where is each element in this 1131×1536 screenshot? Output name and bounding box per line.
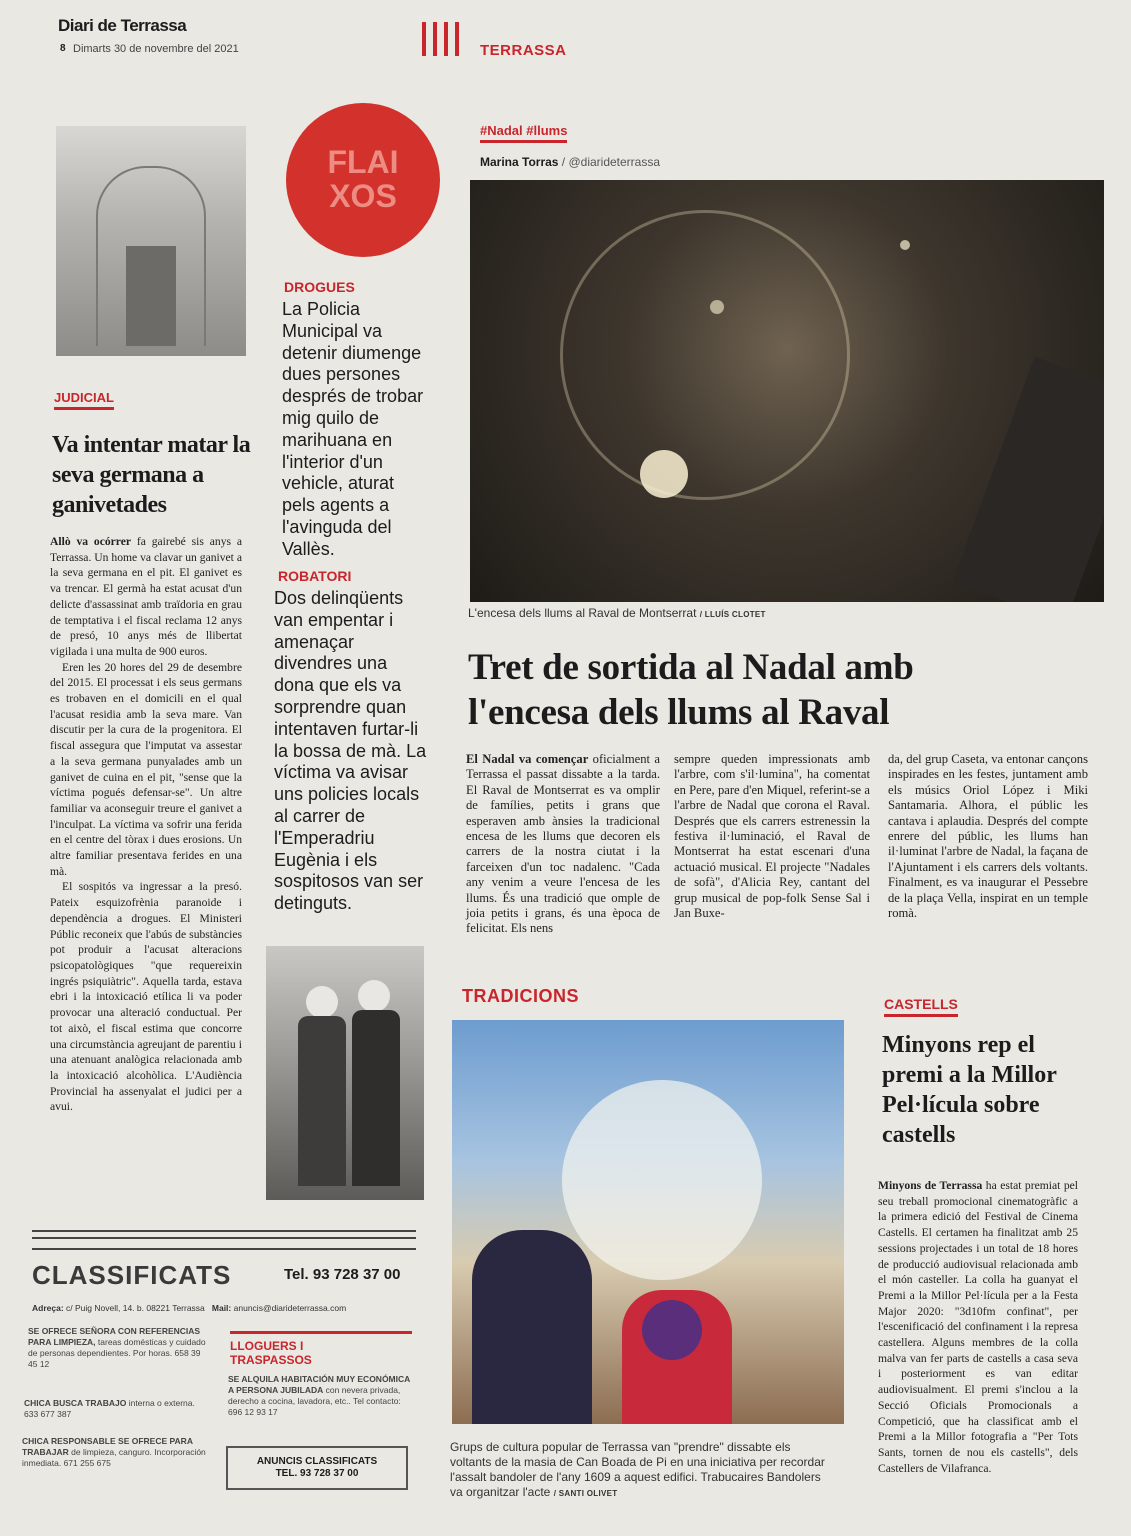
trabucaires-photo [452, 1020, 844, 1424]
rentals-rule [230, 1331, 412, 1334]
judicial-headline: Va intentar matar la seva germana a ganivetades [52, 432, 251, 518]
tradicions-caption: Grups de cultura popular de Terrassa van "prendre" dissabte els voltants de la masia de Can Boada de Pi en una iniciativa per recordar l'assalt bandoler de l'any 1609 a aquest edifici. Trabucaires Bandolers va organitzar l'acte / SANTI OLIVET [450, 1440, 825, 1499]
building-photo [56, 126, 246, 356]
nadal-byline: Marina Torras / @diarideterrassa [480, 155, 661, 169]
classified-ad-4: SE ALQUILA HABITACIÓN MUY ECONÓMICA A PERSONA JUBILADA con nevera privada, derecho a cocina, lavadora, etc.. Tel contacto: 696 12 93 17 [228, 1374, 410, 1417]
flash-text-robatori: Dos delinqüents van empentar i amenaçar divendres una dona que els va sorprendre quan intentaven furtar-li la bossa de mà. La víctima va avisar uns policies locals al carrer de l'Emperadriu Eugènia i els sospitosos van ser detinguts. [274, 588, 427, 914]
classified-contact-box: ANUNCIS CLASSIFICATS TEL. 93 728 37 00 [226, 1446, 408, 1490]
section-label: TERRASSA [480, 42, 567, 59]
castells-body: Minyons de Terrassa ha estat premiat pel seu treball promocional cinematogràfic a la primera edició del Festival de Cinema Castells. El certamen ha finalitzat amb 25 sessions projectades i un total de 18 hores de producció audiovisual relacionada amb el món casteller. La colla ha guanyat el Premi a la Millor Pel·lícula per a la Festa Major 2020: "3d10fm confinat", per l'escenificació del confinament i la represa castellera. Alguns membres de la colla malva van fer parts de castells a casa seva i posteriorment es van editar audiovisualment. El premi s'inclou a la Secció Oficials Promocionals a Competició, que ha classificat amb el Premi a la Millor fotografia a "Per Tots Sants, tornen de nou els castells", dels Castellers de Vilafranca. [878, 1179, 1078, 1475]
section-bars-icon [422, 22, 462, 56]
castells-tag: CASTELLS [884, 996, 958, 1017]
classificats-title: CLASSIFICATS [32, 1260, 232, 1290]
christmas-tree-photo [470, 180, 1104, 602]
flash-tag-robatori: ROBATORI [278, 568, 352, 584]
police-photo [266, 946, 424, 1200]
nadal-column-1: El Nadal va començar oficialment a Terrassa el passat dissabte a la tarda. El Raval de Montserrat es va omplir de famílies, petits i grans que esperaven amb ànsies la tradicional encesa de les llums que decoren els carrers de la nostra ciutat i la farceixen d'un toc nadalenc. "Cada any venim a veure l'encesa de les llums. És una tradició que omple de joia petits i grans, és una època de felicitat. Els nens [466, 752, 660, 936]
page-number: 8 [60, 43, 66, 54]
classificats-address: Adreça: c/ Puig Novell, 14. b. 08221 Terrassa Mail: anuncis@diarideterrassa.com [32, 1303, 347, 1313]
nadal-photo-caption: L'encesa dels llums al Raval de Montserrat / LLUÍS CLOTET [468, 606, 766, 620]
issue-date: Dimarts 30 de novembre del 2021 [73, 43, 239, 55]
judicial-body: Allò va ocórrer fa gairebé sis anys a Terrassa. Un home va clavar un ganivet a la seva germana en el pit. El ganivet es va trencar. El germà ha estat acusat d'un delicte d'assassinat amb traïdoria en grau de temptativa i el fiscal reclama 12 anys de presó, 10 anys més de llibertat vigilada i una multa de 900 euros. Eren les 20 hores del 29 de desembre del 2015. El processat i els seus germans es trobaven en el domicili en el qual l'acusat residia amb la seva mare. Van discutir per la cura de la progenitora. El fiscal assegura que l'imputat va assestar a la seva germana punyalades amb un ganivet de cuina en el pit, "sense que la víctima pogués defensar-se". Un altre familiar va aconseguir treure el ganivet a l'inculpat. La víctima va sofrir una ferida en el centre del tòrax i dues erosions. Un altre familiar presentava ferides en una mà. El sospitós va ingressar a la presó. Pateix esquizofrènia paranoide i dependència a drogues. El Ministeri Públic reconeix que l'abús de substàncies pot produir a l'acusat alteracions psicopatològiques "que requereixin ingrés psiquiàtric". Aquella tarda, estava ebri i la intoxicació etílica li va poder provocar una alteració conductual. Per tot això, el fiscal estima que concorre una circumstància agreujant de parentiu i una atenuant analògica relacionada amb la intoxicació alcohòlica. L'Audiència Provincial ha assenyalat el judici per a avui. [50, 535, 242, 1114]
flaixos-badge: FLAI XOS [286, 103, 440, 257]
nadal-column-3: da, del grup Caseta, va entonar cançons inspirades en les festes, juntament amb els músics Oriol López i Miki Santamaria. Alhora, el públic les cantava i aplaudia. Després del compte enrere del públic, les llums han il·luminat l'arbre de Nadal, la façana de l'Ajuntament i els carrers dels voltants. Finalment, es va inaugurar el Pessebre de la plaça Vella, inspirat en un temple romà. [888, 752, 1088, 921]
judicial-tag: JUDICIAL [54, 390, 114, 410]
castells-headline: Minyons rep el premi a la Millor Pel·lícula sobre castells [882, 1032, 1057, 1148]
classificats-phone: Tel. 93 728 37 00 [284, 1266, 401, 1283]
flash-text-drogues: La Policia Municipal va detenir diumenge dues persones després de trobar mig quilo de marihuana en l'interior d'un vehicle, aturat pels agents a l'avinguda del Vallès. [282, 299, 424, 559]
classified-ad-1: SE OFRECE SEÑORA CON REFERENCIAS PARA LIMPIEZA, tareas domésticas y cuidado de personas dependientes. Por horas. 658 39 45 12 [28, 1326, 206, 1369]
flash-tag-drogues: DROGUES [284, 279, 355, 295]
classificats-rule [32, 1230, 416, 1250]
rentals-tag: LLOGUERS I TRASPASSOS [230, 1339, 312, 1367]
nadal-column-2: sempre queden impressionats amb l'arbre, com s'il·lumina", ha comentat en Pere, pare d'en Miquel, referint-se a l'arbre de Nadal que corona el Raval. Després que els carrers estrenessin la festiva il·luminació, el Raval de Montserrat ha estat escenari d'una actuació musical. El projecte "Nadales de sofà", d'Alicia Rey, cantant del grup musical de pop-folk Sense Sal i Jan Buxe- [674, 752, 870, 921]
tradicions-tag: TRADICIONS [462, 986, 579, 1006]
nadal-tag: #Nadal #llums [480, 123, 567, 143]
masthead: Diari de Terrassa [58, 16, 187, 35]
classified-ad-2: CHICA BUSCA TRABAJO interna o externa. 633 677 387 [24, 1398, 195, 1419]
nadal-headline: Tret de sortida al Nadal amb l'encesa dels llums al Raval [468, 647, 914, 733]
classified-ad-3: CHICA RESPONSABLE SE OFRECE PARA TRABAJAR de limpieza, canguro. Incorporación inmediata. 671 255 675 [22, 1436, 206, 1468]
